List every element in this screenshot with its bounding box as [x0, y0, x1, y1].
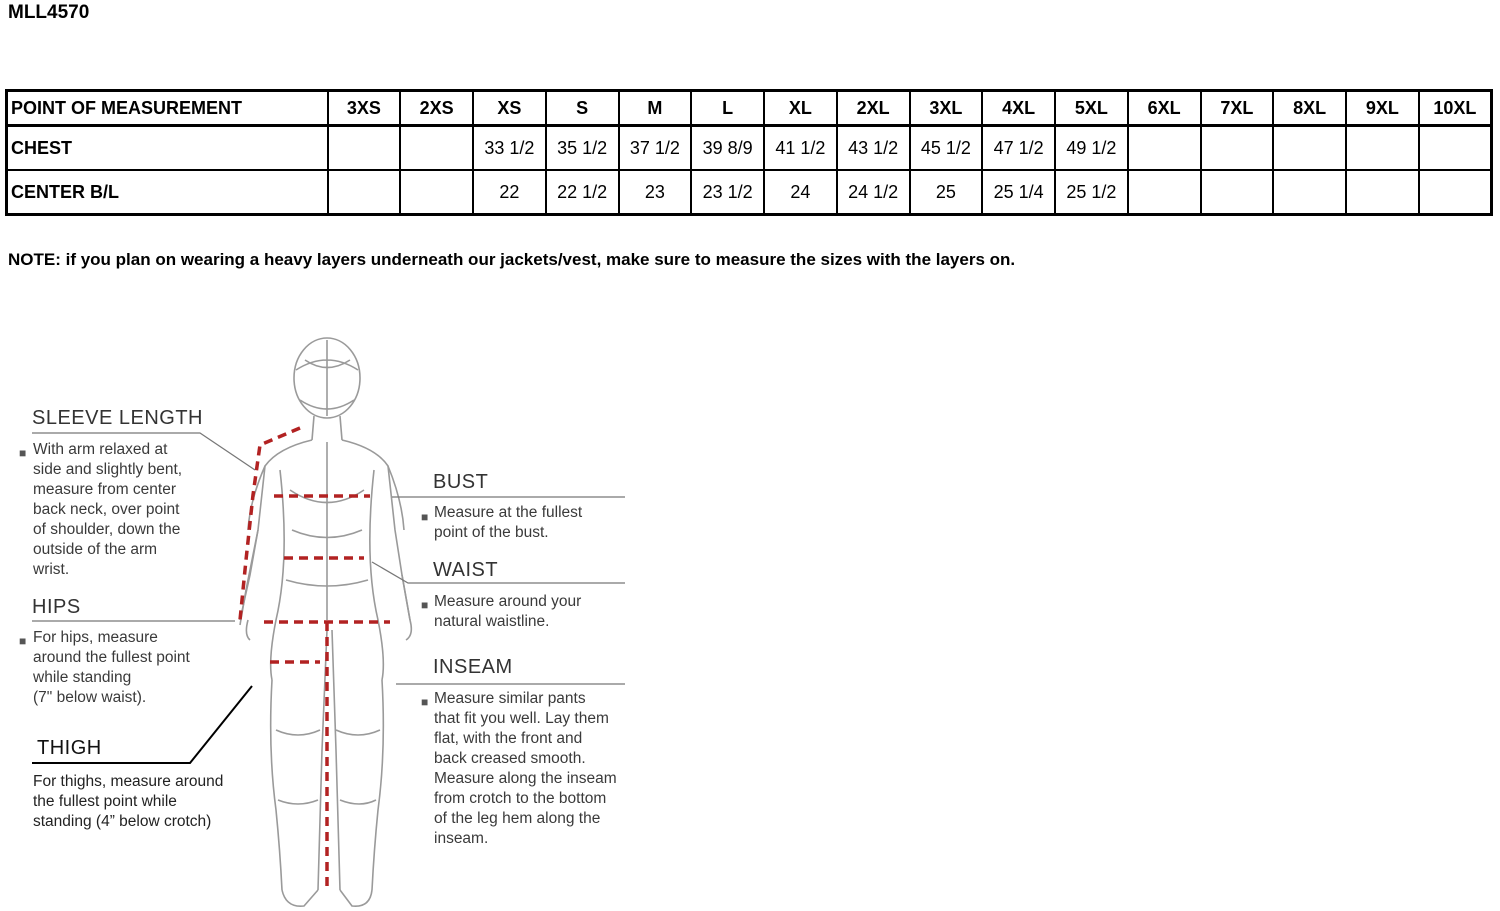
inseam-title: INSEAM: [433, 656, 513, 678]
column-header-size: 2XL: [837, 91, 910, 126]
table-cell: 47 1/2: [982, 126, 1055, 171]
desc-line: flat, with the front and: [434, 730, 583, 747]
table-cell: [1128, 170, 1201, 215]
table-cell: 45 1/2: [910, 126, 983, 171]
waist-title: WAIST: [433, 559, 499, 581]
table-cell: [328, 126, 401, 171]
table-cell: 23 1/2: [691, 170, 764, 215]
table-cell: 22: [473, 170, 546, 215]
bullet-icon: ■: [421, 695, 429, 709]
desc-line: wrist.: [33, 561, 70, 578]
column-header-size: 3XS: [328, 91, 401, 126]
row-label: CENTER B/L: [7, 170, 328, 215]
table-cell: 24: [764, 170, 837, 215]
inseam-desc: [434, 689, 617, 849]
table-cell: [1201, 170, 1274, 215]
table-cell: [1346, 170, 1419, 215]
desc-line: Measure at the fullest: [434, 504, 583, 521]
sleeve-length-desc: [33, 440, 182, 580]
table-cell: 39 8/9: [691, 126, 764, 171]
column-header-size: 8XL: [1273, 91, 1346, 126]
table-cell: [400, 170, 473, 215]
desc-line: For thighs, measure around: [33, 773, 224, 790]
table-cell: [1273, 170, 1346, 215]
desc-line: of shoulder, down the: [33, 521, 181, 538]
desc-line: Measure around your: [434, 593, 582, 610]
bullet-icon: ■: [19, 446, 27, 460]
bullet-icon: ■: [19, 634, 27, 648]
table-row: [7, 170, 1492, 215]
column-header-measurement: POINT OF MEASUREMENT: [7, 91, 328, 126]
desc-line: point of the bust.: [434, 524, 549, 541]
column-header-size: 7XL: [1201, 91, 1274, 126]
table-cell: [1346, 126, 1419, 171]
table-header-row: [7, 91, 1492, 126]
sleeve-length-title: SLEEVE LENGTH: [32, 407, 204, 429]
product-code: MLL4570: [8, 2, 90, 23]
table-cell: 25 1/4: [982, 170, 1055, 215]
waist-desc: [434, 592, 581, 632]
layering-note: NOTE: if you plan on wearing a heavy layers underneath our jackets/vest, make sure to measure the sizes with the layers on.: [8, 250, 1016, 269]
bullet-icon: ■: [421, 510, 429, 524]
table-cell: 35 1/2: [546, 126, 619, 171]
desc-line: outside of the arm: [33, 541, 158, 558]
desc-line: the fullest point while: [33, 793, 177, 810]
table-cell: 33 1/2: [473, 126, 546, 171]
table-cell: [328, 170, 401, 215]
bullet-icon: ■: [421, 598, 429, 612]
sleeve-length-line: [240, 428, 300, 620]
desc-line: (7" below waist).: [33, 689, 147, 706]
column-header-size: 5XL: [1055, 91, 1128, 126]
column-header-size: 10XL: [1419, 91, 1492, 126]
desc-line: that fit you well. Lay them: [434, 710, 609, 727]
desc-line: side and slightly bent,: [33, 461, 183, 478]
desc-line: For hips, measure: [33, 629, 158, 646]
bust-desc: [434, 503, 582, 543]
column-header-size: L: [691, 91, 764, 126]
table-cell: 41 1/2: [764, 126, 837, 171]
table-cell: 25 1/2: [1055, 170, 1128, 215]
desc-line: standing (4” below crotch): [33, 813, 212, 830]
desc-line: back creased smooth.: [434, 750, 586, 767]
row-label: CHEST: [7, 126, 328, 171]
column-header-size: 2XS: [400, 91, 473, 126]
table-cell: [400, 126, 473, 171]
table-cell: [1419, 170, 1492, 215]
desc-line: Measure along the inseam: [434, 770, 617, 787]
table-cell: 24 1/2: [837, 170, 910, 215]
table-body: [7, 126, 1492, 215]
table-cell: 37 1/2: [619, 126, 692, 171]
desc-line: from crotch to the bottom: [434, 790, 607, 807]
table-cell: 43 1/2: [837, 126, 910, 171]
desc-line: inseam.: [434, 830, 489, 847]
desc-line: natural waistline.: [434, 613, 550, 630]
column-header-size: XS: [473, 91, 546, 126]
bust-title: BUST: [433, 471, 489, 493]
column-header-size: 9XL: [1346, 91, 1419, 126]
table-cell: [1128, 126, 1201, 171]
measurement-guide: [0, 330, 640, 911]
table-cell: [1273, 126, 1346, 171]
desc-line: With arm relaxed at: [33, 441, 168, 458]
measurement-lines: [240, 428, 390, 890]
desc-line: measure from center: [33, 481, 176, 498]
table-row: [7, 126, 1492, 171]
column-header-size: 3XL: [910, 91, 983, 126]
column-header-size: 6XL: [1128, 91, 1201, 126]
desc-line: while standing: [33, 669, 132, 686]
desc-line: back neck, over point: [33, 501, 180, 518]
column-header-size: XL: [764, 91, 837, 126]
table-cell: [1419, 126, 1492, 171]
table-cell: 49 1/2: [1055, 126, 1128, 171]
column-header-size: 4XL: [982, 91, 1055, 126]
thigh-desc: [33, 772, 223, 832]
size-chart-table: [5, 89, 1493, 216]
column-header-size: S: [546, 91, 619, 126]
table-cell: [1201, 126, 1274, 171]
desc-line: around the fullest point: [33, 649, 190, 666]
thigh-title: THIGH: [37, 737, 102, 759]
table-cell: 22 1/2: [546, 170, 619, 215]
column-header-size: M: [619, 91, 692, 126]
hips-desc: [33, 628, 190, 708]
desc-line: of the leg hem along the: [434, 810, 601, 827]
table-cell: 23: [619, 170, 692, 215]
desc-line: Measure similar pants: [434, 690, 586, 707]
table-cell: 25: [910, 170, 983, 215]
hips-title: HIPS: [32, 596, 81, 618]
